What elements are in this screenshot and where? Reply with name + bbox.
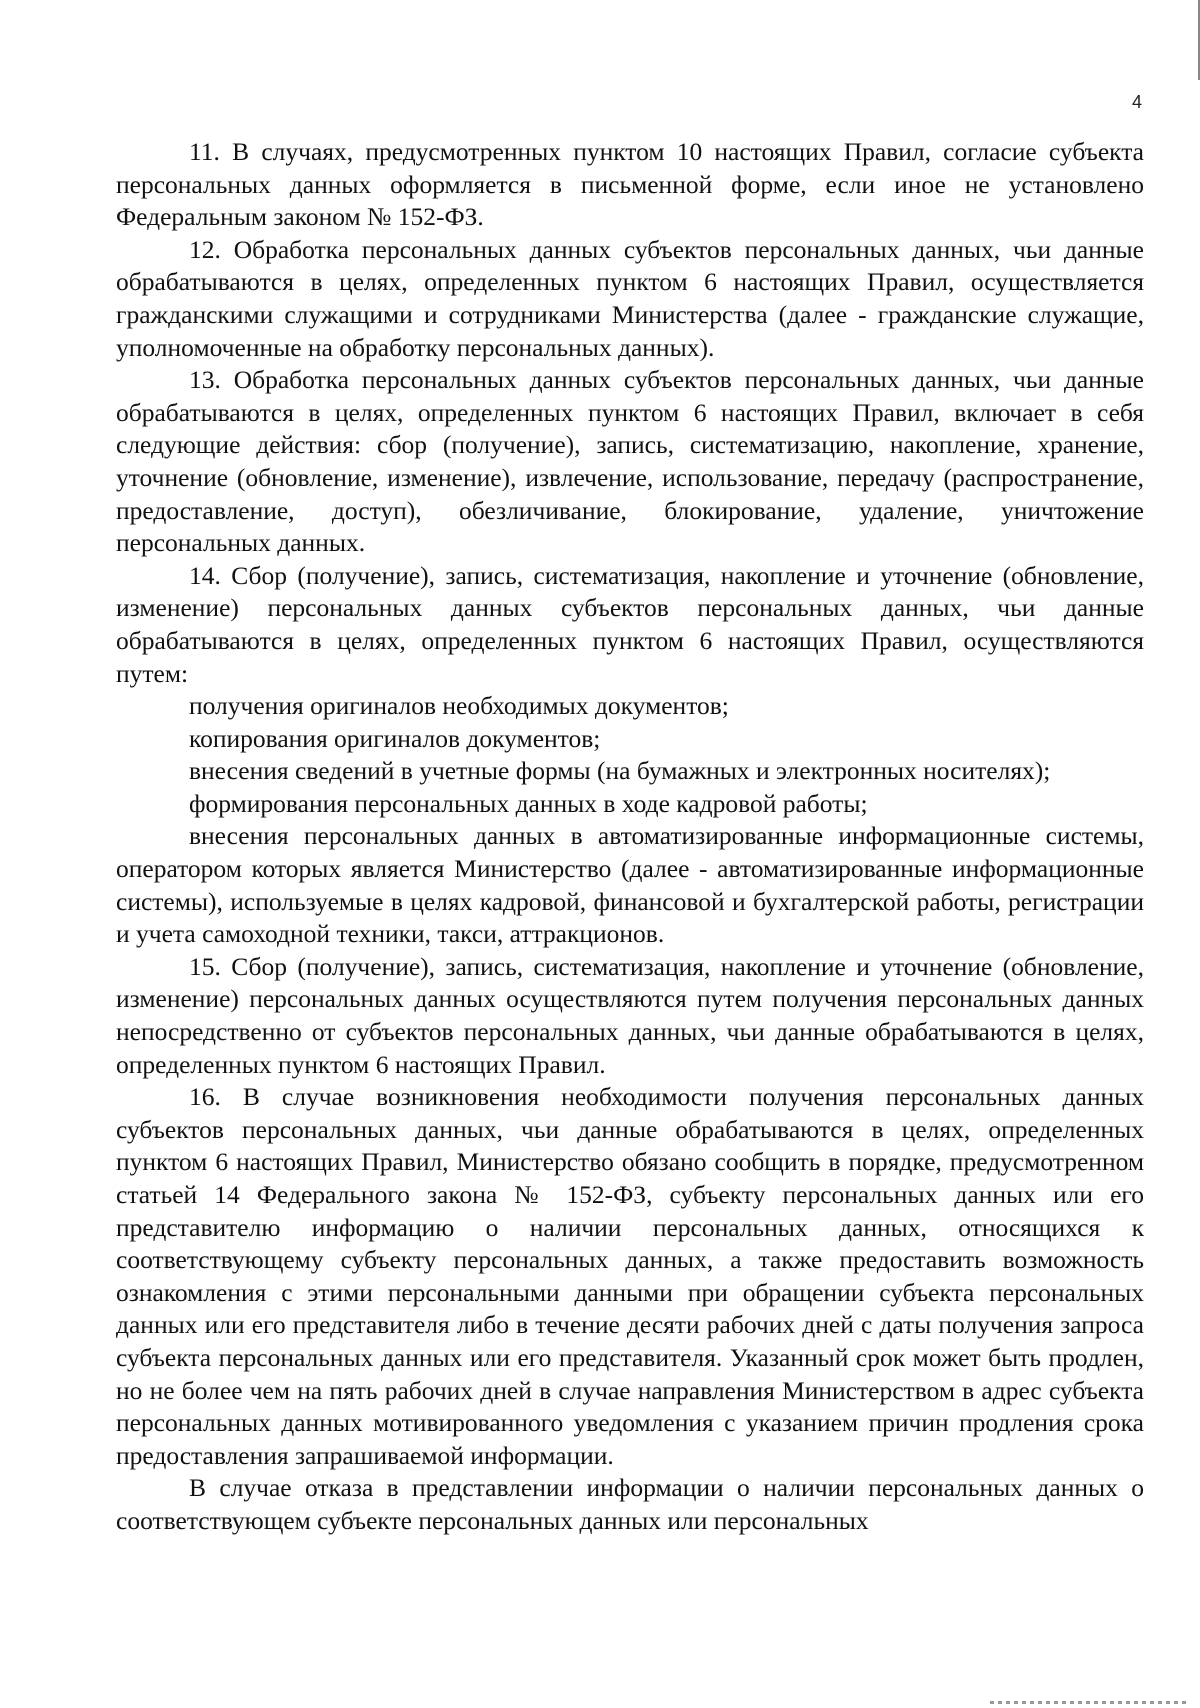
paragraph-13: 13. Обработка персональных данных субъектов персональных данных, чьи данные обрабатываются в целях, определенных пунктом 6 настоящих Правил, включает в себя следующие действия: сбор (получение), запись, систематизацию, накопление, хранение, уточнение (обновление, изменение), извлечение, использование, передачу (распространение, предоставление, доступ), обезличивание, блокирование, удаление, уничтожение персональных данных. xyxy=(116,365,1144,558)
list-item: копирования оригиналов документов; xyxy=(189,723,601,753)
paragraph-16: 16. В случае возникновения необходимости получения персональных данных субъектов персональных данных, чьи данные обрабатываются в целях, определенных пунктом 6 настоящих Правил, Министерство обязано сообщить в порядке, предусмотренном статьей 14 Федерального закона № 152-ФЗ, субъекту персональных данных или его представителю информацию о наличии персональных данных, относящихся к соответствующему субъекту персональных данных, а также предоставить возможность ознакомления с этими персональными данными при обращении субъекта персональных данных или его представителя либо в течение десяти рабочих дней с даты получения запроса субъекта персональных данных или его представителя. Указанный срок может быть продлен, но не более чем на пять рабочих дней в случае направления Министерством в адрес субъекта персональных данных мотивированного уведомления с указанием причин продления срока предоставления запрашиваемой информации. xyxy=(116,1082,1144,1470)
paragraph-15: 15. Сбор (получение), запись, систематизация, накопление и уточнение (обновление, изменение) персональных данных осуществляются путем получения персональных данных непосредственно от субъектов персональных данных, чьи данные обрабатываются в целях, определенных пунктом 6 настоящих Правил. xyxy=(116,951,1144,1079)
document-body xyxy=(116,136,1144,1538)
list-item: внесения персональных данных в автоматизированные информационные системы, оператором которых является Министерство (далее - автоматизированные информационные системы), используемые в целях кадровой, финансовой и бухгалтерской работы, регистрации и учета самоходной техники, такси, аттракционов. xyxy=(116,821,1144,949)
paragraph-16-continued: В случае отказа в представлении информации о наличии персональных данных о соответствующем субъекте персональных данных или персональных xyxy=(116,1473,1144,1535)
list-item: внесения сведений в учетные формы (на бумажных и электронных носителях); xyxy=(189,756,1051,786)
page-number: 4 xyxy=(1131,92,1142,112)
paragraph-14: 14. Сбор (получение), запись, систематизация, накопление и уточнение (обновление, изменение) персональных данных субъектов персональных данных, чьи данные обрабатываются в целях, определенных пунктом 6 настоящих Правил, осуществляются путем: xyxy=(116,560,1144,688)
list-item: получения оригиналов необходимых документов; xyxy=(189,691,729,721)
paragraph-12: 12. Обработка персональных данных субъектов персональных данных, чьи данные обрабатываются в целях, определенных пунктом 6 настоящих Правил, осуществляется гражданскими служащими и сотрудниками Министерства (далее - гражданские служащие, уполномоченные на обработку персональных данных). xyxy=(116,234,1144,362)
list-item: формирования персональных данных в ходе кадровой работы; xyxy=(189,788,868,818)
paragraph-11: 11. В случаях, предусмотренных пунктом 10 настоящих Правил, согласие субъекта персональных данных оформляется в письменной форме, если иное не установлено Федеральным законом № 152-ФЗ. xyxy=(116,137,1144,232)
scan-artifact xyxy=(990,1701,1190,1704)
